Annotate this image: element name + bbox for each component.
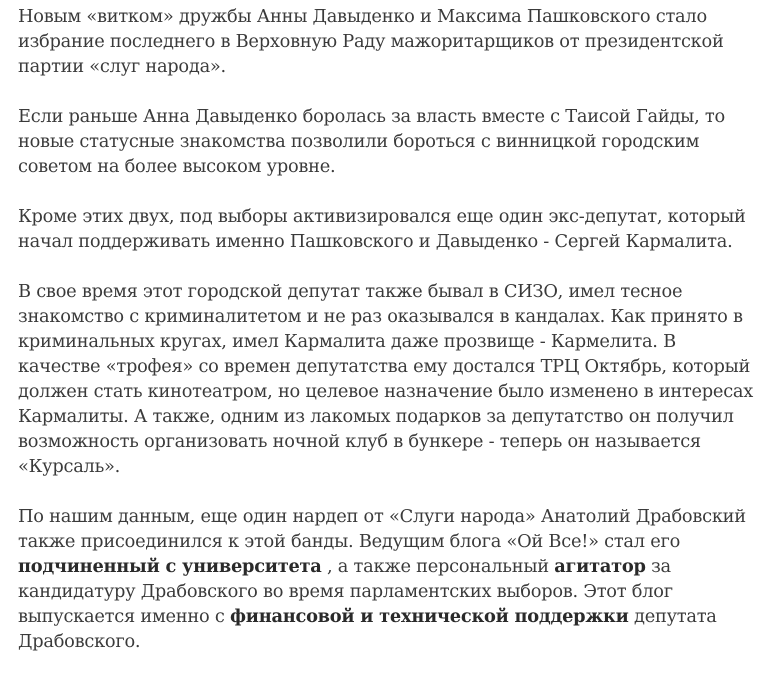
paragraph-text: Если раньше Анна Давыденко боролась за власть вместе с Таисой Гайды, то новые статусные знакомства позволили бороться с винницкой городским советом на более высоком уровне. bbox=[18, 106, 725, 177]
paragraph-text: за кандидатуру Драбовского во время парламентских выборов. Этот блог выпускается именно с bbox=[18, 556, 673, 627]
paragraph-text: Кроме этих двух, под выборы активизировался еще один экс-депутат, который начал поддерживать именно Пашковского и Давыденко - Сергей Кармалита. bbox=[18, 206, 746, 252]
paragraph-text: В свое время этот городской депутат также бывал в СИЗО, имел тесное знакомство с криминалитетом и не раз оказывался в кандалах. Как принято в криминальных кругах, имел Кармалита даже прозвище - Кармелита. В качестве «трофея» со времен депутатства ему достался ТРЦ Октябрь, который должен стать кинотеатром, но целевое назначение было изменено в интересах Кармалиты. А также, одним из лакомых подарков за депутатство он получил возможность организовать ночной клуб в бункере - теперь он называется «Курсаль». bbox=[18, 281, 754, 477]
paragraph-5 bbox=[18, 504, 761, 654]
paragraph-text: Новым «витком» дружбы Анны Давыденко и Максима Пашковского стало избрание последнего в Верховную Раду мажоритарщиков от президентской партии «слуг народа». bbox=[18, 6, 724, 77]
paragraph-2 bbox=[18, 104, 761, 179]
paragraph-4 bbox=[18, 279, 761, 479]
paragraph-text: , а также персональный bbox=[321, 556, 555, 577]
bold-phrase-financial-support: финансовой и технической поддержки bbox=[229, 606, 629, 627]
paragraph-1 bbox=[18, 4, 761, 79]
bold-phrase-subordinate: подчиненный с университета bbox=[18, 556, 322, 577]
paragraph-3 bbox=[18, 204, 761, 254]
paragraph-text: По нашим данным, еще один нардеп от «Слуги народа» Анатолий Драбовский также присоединился к этой банды. Ведущим блога «Ой Все!» стал его bbox=[18, 506, 746, 552]
bold-phrase-agitator: агитатор bbox=[554, 556, 646, 577]
paragraph-text: депутата Драбовского. bbox=[18, 606, 717, 652]
